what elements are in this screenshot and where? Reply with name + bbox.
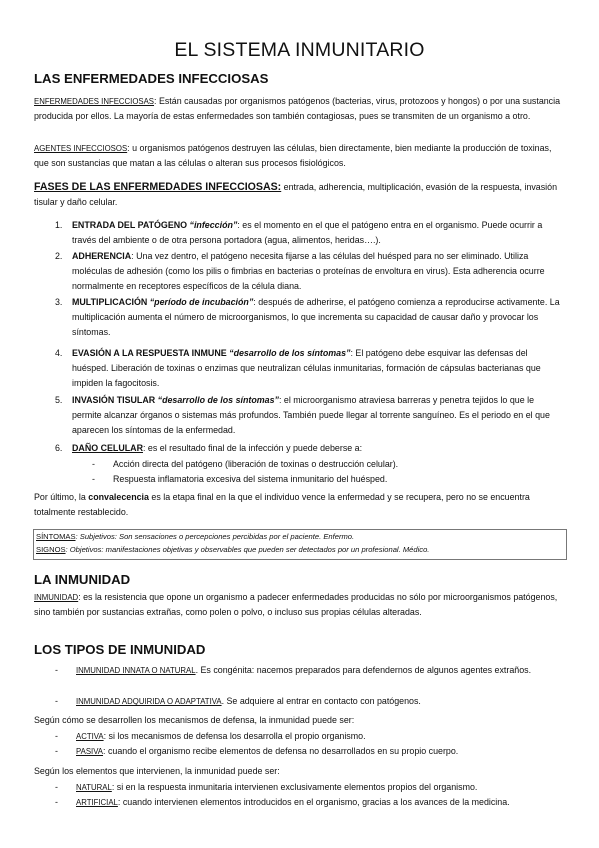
phase-number: 3. <box>55 297 63 307</box>
section-heading-tipos: LOS TIPOS DE INMUNIDAD <box>34 642 206 657</box>
list-item-tipo <box>55 663 565 678</box>
term-convalecencia: convalecencia <box>88 492 149 502</box>
term-sintomas: SÍNTOMAS <box>36 532 76 541</box>
term-pasiva: PASIVA <box>76 747 104 756</box>
paragraph-enfermedades-infecciosas <box>34 94 568 124</box>
phase-item-evasion <box>55 346 565 392</box>
bullet-dash: - <box>92 459 95 469</box>
phase-title: ADHERENCIA <box>72 251 132 261</box>
term-enfermedades-infecciosas: ENFERMEDADES INFECCIOSAS <box>34 97 155 106</box>
list-item-text: : cuando el organismo recibe elementos de defensa no desarrollados en su propio cuerpo. <box>103 746 459 756</box>
phase-text: : después de adherirse, el patógeno comienza a reproducirse activamente. La multiplicación aumenta el número de microorganismos, lo que incrementa su capacidad de causar daño y provocar los síntomas. <box>72 297 560 338</box>
phase-item-multiplicacion <box>55 295 565 341</box>
phase-number: 4. <box>55 348 63 358</box>
term-natural: NATURAL <box>76 783 112 792</box>
phase-text: : es el resultado final de la infección y puede deberse a: <box>143 443 363 453</box>
phase-item-dano-celular <box>55 441 565 456</box>
phase-title: ENTRADA DEL PATÓGENO <box>72 220 188 230</box>
phase-number: 1. <box>55 220 63 230</box>
paragraph-inmunidad <box>34 590 568 620</box>
section-heading-inmunidad: LA INMUNIDAD <box>34 572 131 587</box>
phase-title: EVASIÓN A LA RESPUESTA INMUNE <box>72 348 227 358</box>
list-item-text: : si en la respuesta inmunitaria intervienen exclusivamente elementos propios del organismo. <box>111 782 478 792</box>
phase-title: DAÑO CELULAR <box>72 443 143 453</box>
term-artificial: ARTIFICIAL <box>76 798 118 807</box>
term-innata: INMUNIDAD INNATA O NATURAL <box>76 666 196 675</box>
convalecencia-pre: Por último, la <box>34 492 89 502</box>
signos-text: : Objetivos: manifestaciones objetivas y observables que pueden ser detectados por un profesional. Médico. <box>65 545 430 554</box>
definition-text: : Están causadas por organismos patógenos (bacterias, virus, protozoos y hongos) o por una sustancia producida por ellos. La mayoría de estas enfermedades son también contagiosas, pues se transmiten de un organismo a otro. <box>34 96 561 122</box>
list-item-text: Acción directa del patógeno (liberación de toxinas o destrucción celular). <box>113 459 399 469</box>
term-activa: ACTIVA <box>76 732 104 741</box>
list-item-mecanismo <box>55 744 565 759</box>
term-adquirida: INMUNIDAD ADQUIRIDA O ADAPTATIVA <box>76 697 222 706</box>
list-item-text: . Se adquiere al entrar en contacto con patógenos. <box>221 696 421 706</box>
phase-number: 6. <box>55 443 63 453</box>
phase-number: 5. <box>55 395 63 405</box>
bullet-dash: - <box>55 665 58 675</box>
phase-quote: “desarrollo de los síntomas” <box>226 348 351 358</box>
term-inmunidad: INMUNIDAD <box>34 593 79 602</box>
list-item-text: . Es congénita: nacemos preparados para defendernos de algunos agentes extraños. <box>195 665 532 675</box>
list-item-dano <box>92 472 562 487</box>
section-heading-enfermedades: LAS ENFERMEDADES INFECCIOSAS <box>34 71 269 86</box>
term-fases: FASES DE LAS ENFERMEDADES INFECCIOSAS: <box>34 181 282 193</box>
phase-text: : Una vez dentro, el patógeno necesita fijarse a las células del huésped para no ser eliminado. Utiliza moléculas de adhesión (como los pilis o fimbrias en bacterias o proteínas de envoltura en virus). Esta adherencia ocurre normalmente en receptores específicos de la célula diana. <box>72 251 545 292</box>
list-item-text: : si los mecanismos de defensa los desarrolla el propio organismo. <box>103 731 366 741</box>
phase-text: : El patógeno debe esquivar las defensas del huésped. Liberación de toxinas o enzimas que neutralizan células inmunitarias, formación de cápsulas bacterianas que impiden la fagocitosis. <box>72 348 541 389</box>
paragraph-intro-mecanismos: Según cómo se desarrollen los mecanismos de defensa, la inmunidad puede ser: <box>34 715 355 725</box>
bullet-dash: - <box>55 731 58 741</box>
list-item-mecanismo <box>55 729 565 744</box>
sintomas-line <box>36 532 354 541</box>
sintomas-text: : Subjetivos: Son sensaciones o percepciones percibidas por el paciente. Enfermo. <box>75 532 355 541</box>
page-title: EL SISTEMA INMUNITARIO <box>174 39 425 61</box>
phase-quote: “infección” <box>187 220 238 230</box>
bullet-dash: - <box>55 797 58 807</box>
list-item-tipo <box>55 694 565 709</box>
term-signos: SIGNOS <box>36 545 66 554</box>
definition-text: : es la resistencia que opone un organismo a padecer enfermedades producidas no sólo por microorganismos patógenos, sino también por sustancias extrañas, como polen o polvo, o incluso sus propias células alteradas. <box>34 592 558 618</box>
list-item-text: : cuando intervienen elementos introducidos en el organismo, gracias a los avances de la medicina. <box>117 797 510 807</box>
bullet-dash: - <box>55 696 58 706</box>
phase-quote: “período de incubación” <box>147 297 254 307</box>
phase-text: : es el momento en el que el patógeno entra en el organismo. Puede ocurrir a través del ambiente o de otra persona portadora (agua, alimentos, heridas….). <box>72 220 543 246</box>
phase-quote: “desarrollo de los síntomas” <box>155 395 279 405</box>
phase-text: : el microorganismo atraviesa barreras y penetra tejidos lo que le permite alcanzar órganos o sistemas más profundos. También puede llegar al torrente sanguíneo. Es el periodo en el que aparecen los síntomas de la enfermedad. <box>72 395 550 436</box>
list-item-text: Respuesta inflamatoria excesiva del sistema inmunitario del huésped. <box>113 474 388 484</box>
paragraph-fases <box>34 180 568 210</box>
term-agentes-infecciosos: AGENTES INFECCIOSOS <box>34 144 128 153</box>
phase-number: 2. <box>55 251 63 261</box>
phase-title: MULTIPLICACIÓN <box>72 297 148 307</box>
list-item-elemento <box>55 795 570 810</box>
phases-intro-text: entrada, adherencia, multiplicación, evasión de la respuesta, invasión tisular y daño celular. <box>34 182 558 208</box>
bullet-dash: - <box>55 746 58 756</box>
paragraph-intro-elementos: Según los elementos que intervienen, la inmunidad puede ser: <box>34 766 280 776</box>
phase-item-invasion <box>55 393 565 439</box>
signos-line <box>36 545 429 554</box>
convalecencia-text: es la etapa final en la que el individuo vence la enfermedad y se recupera, pero no se encuentra totalmente restablecido. <box>34 492 530 518</box>
phase-title: INVASIÓN TISULAR <box>72 395 156 405</box>
list-item-dano <box>92 457 562 472</box>
phase-item-adherencia <box>55 249 565 295</box>
paragraph-agentes-infecciosos <box>34 141 568 171</box>
list-item-elemento <box>55 780 565 795</box>
bullet-dash: - <box>92 474 95 484</box>
bullet-dash: - <box>55 782 58 792</box>
phase-item-entrada <box>55 218 565 248</box>
paragraph-convalecencia <box>34 490 568 520</box>
sintomas-signos-box <box>33 529 567 560</box>
definition-text: : u organismos patógenos destruyen las células, bien directamente, bien mediante la producción de toxinas, que son sustancias que matan a las células o alteran sus procesos fisiológicos. <box>34 143 552 169</box>
